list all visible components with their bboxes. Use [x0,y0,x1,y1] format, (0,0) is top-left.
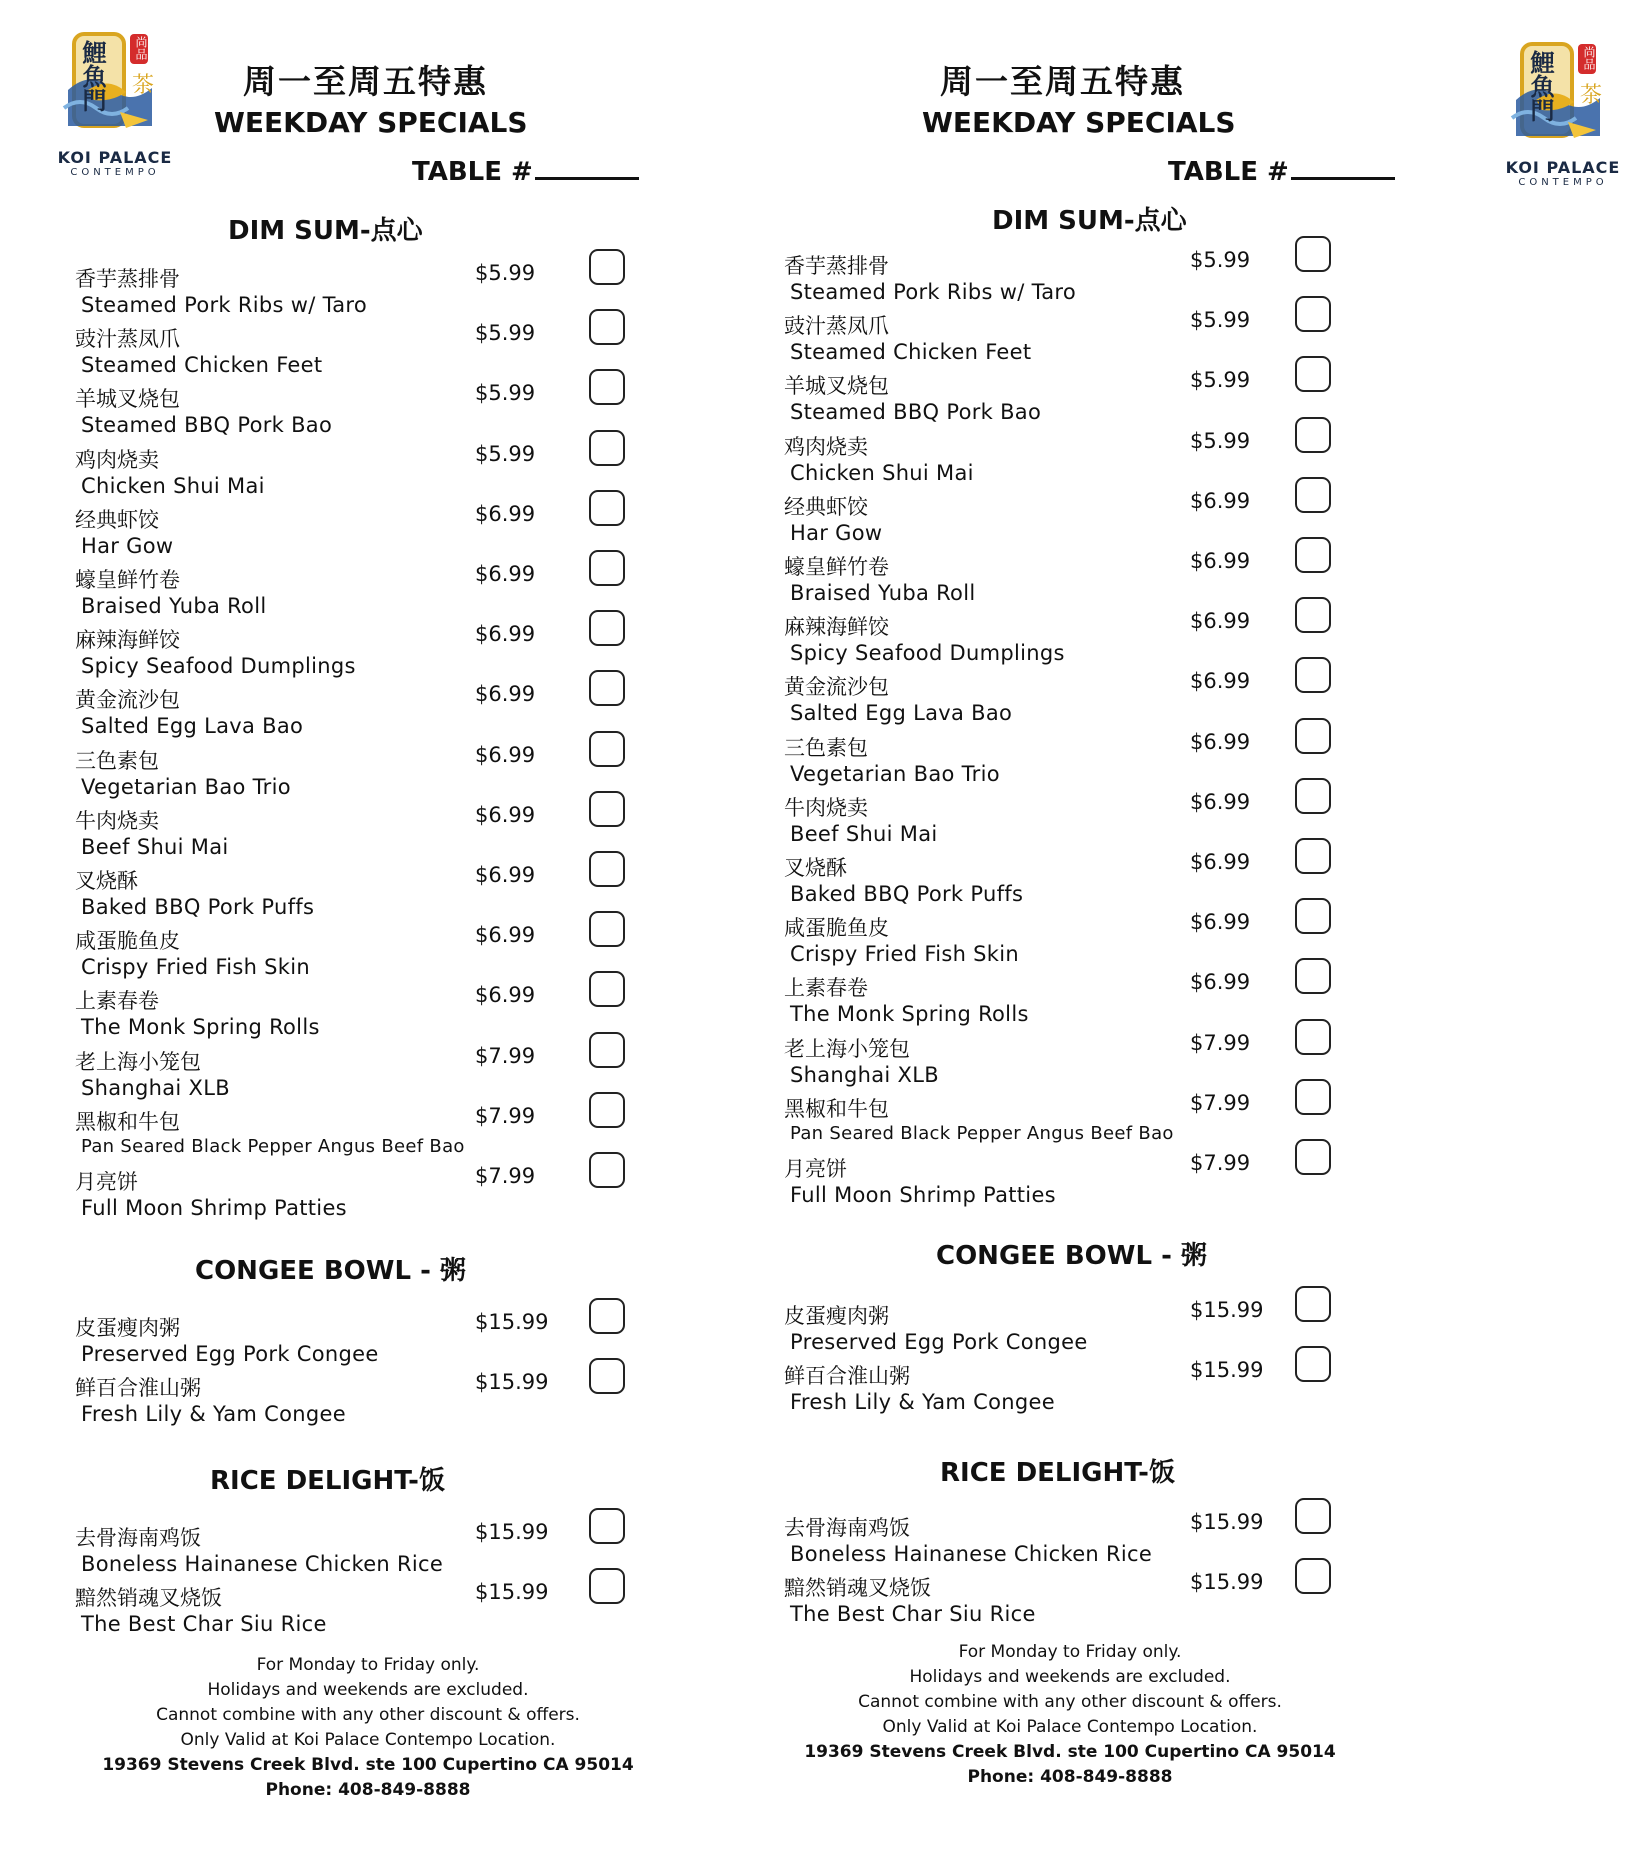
item-price: $5.99 [1190,248,1251,272]
item-price: $6.99 [1190,609,1251,634]
item-name-en: Steamed BBQ Pork Bao [81,413,333,438]
title-en: WEEKDAY SPECIALS [922,106,1236,139]
table-number-blank[interactable] [1291,155,1395,180]
footer-address: 19369 Stevens Creek Blvd. ste 100 Cupertino CA 95014 [804,1742,1336,1762]
item-checkbox[interactable] [589,851,625,887]
item-name-cn: 三色素包 [75,748,159,773]
item-name-en: Spicy Seafood Dumplings [81,654,356,679]
item-name-en: Crispy Fried Fish Skin [81,955,310,980]
title-cn: 周一至周五特惠 [243,62,488,101]
item-name-en: Fresh Lily & Yam Congee [81,1402,346,1427]
item-price: $6.99 [475,562,536,586]
item-checkbox[interactable] [1295,296,1331,332]
section-congee: CONGEE BOWL - 粥 [195,1256,466,1286]
item-name-en: Boneless Hainanese Chicken Rice [790,1542,1153,1566]
item-checkbox[interactable] [1295,1346,1331,1382]
item-checkbox[interactable] [589,1358,625,1394]
item-checkbox[interactable] [1295,958,1331,994]
item-price: $6.99 [475,863,536,887]
title-en: WEEKDAY SPECIALS [214,106,528,139]
item-name-cn: 牛肉烧卖 [784,795,868,820]
item-price: $5.99 [1190,428,1251,453]
item-checkbox[interactable] [1295,778,1331,814]
item-name-en: Beef Shui Mai [790,821,938,846]
item-name-en: The Best Char Siu Rice [81,1612,327,1637]
item-name-en: Shanghai XLB [790,1062,939,1087]
item-name-en: Full Moon Shrimp Patties [81,1196,347,1220]
item-name-cn: 黯然销魂叉烧饭 [75,1586,222,1611]
item-checkbox[interactable] [1295,1139,1331,1175]
item-name-cn: 皮蛋瘦肉粥 [75,1316,180,1340]
item-name-cn: 咸蛋脆鱼皮 [75,929,180,954]
item-checkbox[interactable] [1295,537,1331,573]
footer-line3: Cannot combine with any other discount & offers. [156,1705,580,1725]
section-dim-sum: DIM SUM-点心 [228,216,423,246]
item-price: $5.99 [475,321,536,346]
item-name-cn: 鲜百合淮山粥 [75,1376,201,1401]
item-checkbox[interactable] [589,1508,625,1544]
item-checkbox[interactable] [589,731,625,767]
item-price: $6.99 [1190,669,1251,694]
footer-line2: Holidays and weekends are excluded. [207,1680,529,1700]
item-name-en: Fresh Lily & Yam Congee [790,1390,1055,1415]
item-price: $6.99 [1190,970,1251,995]
item-name-cn: 黯然销魂叉烧饭 [784,1576,931,1601]
item-price: $7.99 [1190,1151,1251,1175]
item-checkbox[interactable] [589,249,625,285]
footer-line1: For Monday to Friday only. [958,1642,1182,1662]
item-price: $6.99 [475,802,536,827]
item-name-cn: 蠔皇鲜竹卷 [784,555,889,579]
item-name-en: Steamed Pork Ribs w/ Taro [81,293,368,317]
item-name-en: The Monk Spring Rolls [790,1002,1029,1027]
item-price: $6.99 [1190,549,1251,573]
item-name-en: Vegetarian Bao Trio [790,761,1000,786]
item-name-cn: 羊城叉烧包 [784,374,889,399]
item-checkbox[interactable] [1295,1079,1331,1115]
item-name-cn: 香芋蒸排骨 [784,254,889,278]
menu-sheet-left [0,0,720,1862]
item-checkbox[interactable] [589,911,625,947]
brand-name: KOI PALACE [1505,158,1621,177]
item-name-cn: 去骨海南鸡饭 [75,1526,201,1550]
table-number-field[interactable] [1168,155,1395,187]
item-name-cn: 叉烧酥 [784,856,847,880]
item-checkbox[interactable] [1295,898,1331,934]
brand-name: KOI PALACE [57,148,173,167]
item-price: $15.99 [1190,1510,1264,1534]
item-price: $6.99 [475,742,536,767]
logo-tea-text: 茶 [1580,83,1603,108]
item-price: $5.99 [1190,368,1251,393]
item-price: $6.99 [475,682,536,707]
item-name-cn: 咸蛋脆鱼皮 [784,916,889,941]
item-name-en: Spicy Seafood Dumplings [790,641,1065,666]
koi-palace-logo [1498,40,1628,190]
item-name-en: Boneless Hainanese Chicken Rice [81,1552,444,1576]
item-checkbox[interactable] [589,1152,625,1188]
footer-line4: Only Valid at Koi Palace Contempo Location. [180,1730,556,1750]
item-name-cn: 黄金流沙包 [75,688,180,713]
item-name-cn: 麻辣海鲜饺 [75,628,180,653]
item-name-cn: 经典虾饺 [784,494,868,519]
item-name-en: The Best Char Siu Rice [790,1602,1036,1627]
item-checkbox[interactable] [589,369,625,405]
item-price: $7.99 [475,1103,536,1128]
item-price: $7.99 [475,1164,536,1188]
section-congee: CONGEE BOWL - 粥 [936,1241,1207,1271]
table-label: TABLE # [412,157,533,187]
item-name-en: Steamed Chicken Feet [790,340,1032,365]
item-price: $5.99 [1190,308,1251,333]
item-name-en: Pan Seared Black Pepper Angus Beef Bao [81,1135,465,1157]
item-price: $5.99 [475,441,536,466]
item-name-en: Baked BBQ Pork Puffs [81,895,315,919]
item-checkbox[interactable] [589,791,625,827]
footer-line3: Cannot combine with any other discount & offers. [858,1692,1282,1712]
logo-tea-text: 茶 [132,73,155,98]
item-checkbox[interactable] [1295,1019,1331,1055]
item-checkbox[interactable] [589,550,625,586]
item-checkbox[interactable] [1295,236,1331,272]
section-dim-sum: DIM SUM-点心 [992,206,1187,236]
item-name-cn: 蠔皇鲜竹卷 [75,568,180,592]
item-name-cn: 叉烧酥 [75,869,138,893]
table-number-blank[interactable] [535,155,639,180]
item-price: $6.99 [475,923,536,948]
menu-sheet-right [720,0,1621,1862]
item-price: $15.99 [1190,1358,1264,1383]
item-name-cn: 豉汁蒸凤爪 [784,314,889,339]
item-name-en: Salted Egg Lava Bao [81,714,304,739]
koi-palace-logo [50,30,180,180]
item-name-en: Baked BBQ Pork Puffs [790,882,1024,906]
footer-line4: Only Valid at Koi Palace Contempo Location. [882,1717,1258,1737]
item-name-en: Steamed BBQ Pork Bao [790,400,1042,425]
item-checkbox[interactable] [1295,657,1331,693]
item-checkbox[interactable] [1295,1558,1331,1594]
item-name-en: Braised Yuba Roll [81,594,267,618]
item-name-en: Chicken Shui Mai [81,473,265,498]
item-name-en: Preserved Egg Pork Congee [790,1330,1088,1354]
item-checkbox[interactable] [589,1568,625,1604]
item-price: $15.99 [1190,1298,1264,1322]
item-checkbox[interactable] [1295,838,1331,874]
item-name-cn: 皮蛋瘦肉粥 [784,1304,889,1328]
item-name-cn: 牛肉烧卖 [75,808,159,833]
section-rice: RICE DELIGHT-饭 [210,1466,445,1496]
item-name-cn: 羊城叉烧包 [75,387,180,412]
item-price: $5.99 [475,261,536,285]
footer-line1: For Monday to Friday only. [256,1655,480,1675]
item-price: $6.99 [475,622,536,647]
footer-address: 19369 Stevens Creek Blvd. ste 100 Cupertino CA 95014 [102,1755,634,1775]
item-checkbox[interactable] [1295,417,1331,453]
item-name-cn: 上素春卷 [784,976,868,1001]
item-checkbox[interactable] [589,670,625,706]
footer-phone: Phone: 408-849-8888 [265,1780,471,1800]
item-name-en: Steamed Chicken Feet [81,353,323,378]
item-name-en: Har Gow [81,533,174,558]
item-name-en: Pan Seared Black Pepper Angus Beef Bao [790,1122,1174,1144]
logo-cn-text: 鯉魚門 [1526,50,1554,122]
item-name-en: Braised Yuba Roll [790,581,976,605]
section-rice: RICE DELIGHT-饭 [940,1458,1175,1488]
item-name-cn: 三色素包 [784,735,868,760]
item-price: $15.99 [475,1580,549,1605]
item-name-cn: 黄金流沙包 [784,675,889,700]
item-name-cn: 鸡肉烧卖 [75,447,159,472]
item-name-cn: 黑椒和牛包 [75,1109,180,1134]
item-name-cn: 麻辣海鲜饺 [784,615,889,640]
title-cn: 周一至周五特惠 [940,62,1185,101]
item-name-cn: 鸡肉烧卖 [784,434,868,459]
item-checkbox[interactable] [589,309,625,345]
item-name-en: Steamed Pork Ribs w/ Taro [790,280,1077,304]
logo-seal-text: 尚品 [1582,46,1596,70]
item-price: $6.99 [1190,850,1251,874]
item-checkbox[interactable] [589,971,625,1007]
item-checkbox[interactable] [1295,718,1331,754]
item-name-cn: 香芋蒸排骨 [75,267,180,291]
footer-phone: Phone: 408-849-8888 [967,1767,1173,1787]
item-name-cn: 鲜百合淮山粥 [784,1364,910,1389]
item-name-en: Har Gow [790,520,883,545]
item-price: $6.99 [1190,729,1251,754]
item-price: $6.99 [475,501,536,526]
brand-sub: CONTEMPO [70,167,160,178]
item-checkbox[interactable] [1295,597,1331,633]
item-checkbox[interactable] [589,1298,625,1334]
item-name-cn: 去骨海南鸡饭 [784,1516,910,1540]
item-checkbox[interactable] [1295,1498,1331,1534]
item-price: $7.99 [1190,1090,1251,1115]
footer-line2: Holidays and weekends are excluded. [909,1667,1231,1687]
item-name-en: Beef Shui Mai [81,834,229,859]
item-price: $7.99 [1190,1030,1251,1055]
item-name-cn: 上素春卷 [75,989,159,1014]
item-name-cn: 经典虾饺 [75,507,159,532]
item-name-en: Crispy Fried Fish Skin [790,942,1019,967]
item-name-en: Vegetarian Bao Trio [81,774,291,799]
logo-seal-text: 尚品 [134,36,148,60]
item-name-en: Preserved Egg Pork Congee [81,1342,379,1366]
item-name-en: Shanghai XLB [81,1075,230,1100]
logo-cn-text: 鯉魚門 [78,40,106,112]
item-name-en: Chicken Shui Mai [790,460,974,485]
item-checkbox[interactable] [1295,1286,1331,1322]
table-number-field[interactable] [412,155,639,187]
item-price: $15.99 [475,1310,549,1334]
item-price: $6.99 [1190,910,1251,935]
item-checkbox[interactable] [1295,477,1331,513]
item-checkbox[interactable] [589,1032,625,1068]
item-name-cn: 黑椒和牛包 [784,1096,889,1121]
table-label: TABLE # [1168,157,1289,187]
item-name-en: Salted Egg Lava Bao [790,701,1013,726]
item-price: $15.99 [475,1370,549,1395]
item-name-cn: 月亮饼 [784,1157,847,1181]
item-price: $15.99 [1190,1570,1264,1595]
brand-sub: CONTEMPO [1518,177,1608,188]
item-name-cn: 老上海小笼包 [784,1036,910,1061]
item-price: $5.99 [475,381,536,406]
item-checkbox[interactable] [589,490,625,526]
item-checkbox[interactable] [589,430,625,466]
item-name-en: The Monk Spring Rolls [81,1015,320,1040]
item-price: $6.99 [1190,488,1251,513]
item-name-cn: 月亮饼 [75,1170,138,1194]
item-checkbox[interactable] [589,1092,625,1128]
item-price: $6.99 [475,983,536,1008]
item-checkbox[interactable] [589,610,625,646]
item-price: $15.99 [475,1520,549,1544]
item-name-en: Full Moon Shrimp Patties [790,1183,1056,1207]
item-price: $7.99 [475,1043,536,1068]
item-name-cn: 老上海小笼包 [75,1049,201,1074]
item-checkbox[interactable] [1295,356,1331,392]
item-price: $6.99 [1190,789,1251,814]
item-name-cn: 豉汁蒸凤爪 [75,327,180,352]
